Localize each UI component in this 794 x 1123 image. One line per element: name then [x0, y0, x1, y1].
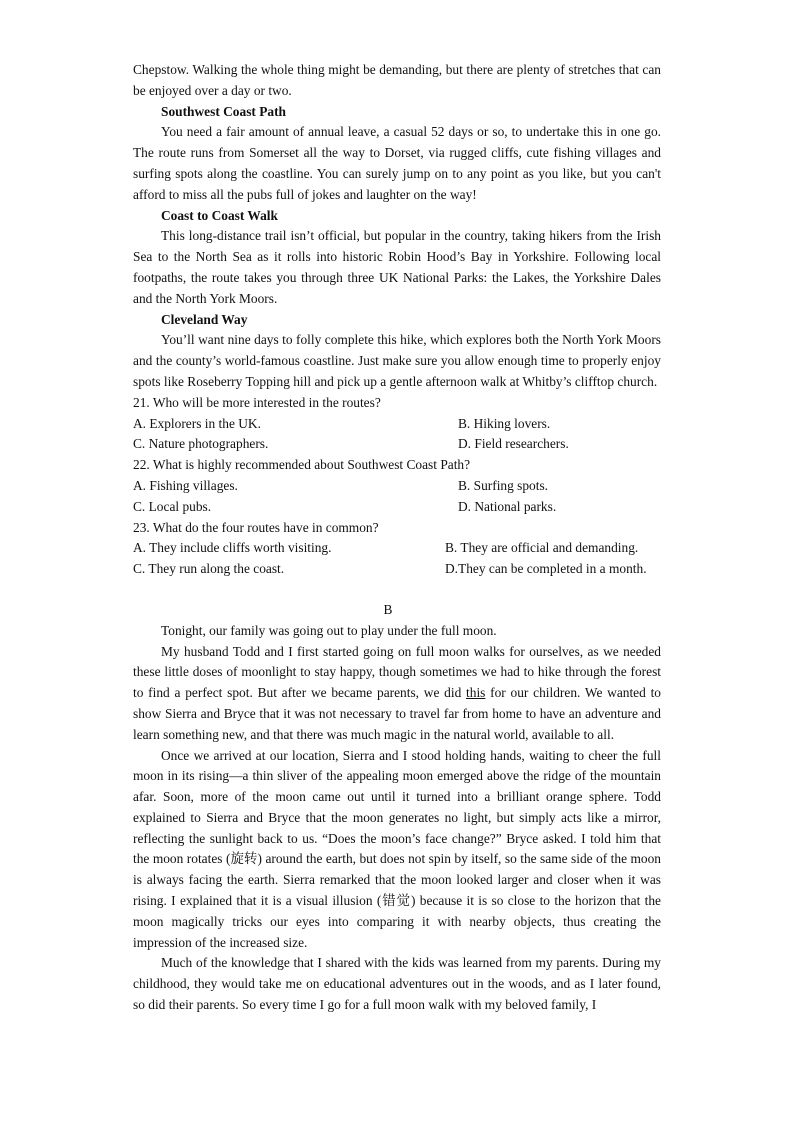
question-23-option-a: A. They include cliffs worth visiting.	[133, 540, 332, 556]
section-b-paragraph-2	[133, 642, 661, 746]
question-21-option-a: A. Explorers in the UK.	[133, 415, 261, 431]
question-22-option-c: C. Local pubs.	[133, 498, 212, 514]
route-title-southwest: Southwest Coast Path	[161, 103, 286, 119]
paragraph-2-text-before: My husband Todd and I first started going on full moon walks for ourselves, as we needed these little doses of moonlight to stay happy, though sometimes we had to hike through the forest to find a perfect spot. But after we became parents, we did	[133, 643, 661, 701]
route-text-cleveland: You’ll want nine days to folly complete this hike, which explores both the North York Moors and the county’s world-famous coastline. Just make sure you allow enough time to properly enjoy spots like Roseberry Topping hill and pick up a gentle afternoon walk at Whitby’s clifftop church.	[133, 332, 661, 389]
question-21-options-row-2	[133, 434, 661, 455]
paragraph-2-text-after: for our children. We wanted to show Sierra and Bryce that it was not necessary to travel far from home to have an adventure and learn something new, and that there was much magic in the natural world, available to all.	[133, 685, 662, 742]
section-b-paragraph-4: Much of the knowledge that I shared with the kids was learned from my parents. During my childhood, they would take me on educational adventures out in the woods, and as I later found, so did their parents. So every time I go for a full moon walk with my beloved family, I	[133, 955, 661, 1013]
question-21-options-row-1	[133, 414, 661, 435]
question-23-stem: 23. What do the four routes have in common?	[133, 519, 379, 535]
route-title-cleveland: Cleveland Way	[161, 311, 248, 327]
route-title-coast-to-coast: Coast to Coast Walk	[161, 207, 278, 223]
question-21-option-d: D. Field researchers.	[458, 436, 569, 452]
question-22-option-a: A. Fishing villages.	[133, 477, 238, 493]
route-text-southwest: You need a fair amount of annual leave, a casual 52 days or so, to undertake this in one go. The route runs from Somerset all the way to Dorset, via rugged cliffs, cute fishing villages and surfing spots along the coastline. You can surely jump on to any point as you like, but you can't afford to miss all the pubs full of jokes and laughter on the way!	[133, 124, 661, 202]
section-b-paragraph-3: Once we arrived at our location, Sierra and I stood holding hands, waiting to cheer the full moon in its rising—a thin sliver of the appealing moon emerged above the ridge of the mountain afar. Soon, more of the moon came out until it turned into a brilliant orange sphere. Todd explained to Sierra and Bryce that the moon generates no light, but simply acts like a mirror, reflecting the sunlight back to us. “Does the moon’s face change?” Bryce asked. I told him that the moon rotates (旋转) around the earth, but does not spin by itself, so the same side of the moon is always facing the earth. Sierra remarked that the moon looked larger and closer when it was rising. I explained that it is a visual illusion (错觉) because it is so close to the horizon that the moon magically tricks our eyes into comparing it with nearby objects, thus creating the impression of the increased size.	[133, 747, 661, 950]
document-page	[133, 60, 661, 1016]
intro-paragraph: Chepstow. Walking the whole thing might be demanding, but there are plenty of stretches that can be enjoyed over a day or two.	[133, 62, 661, 98]
question-22-options-row-1	[133, 476, 661, 497]
section-b-paragraph-1: Tonight, our family was going out to play under the full moon.	[161, 622, 497, 638]
question-21-option-c: C. Nature photographers.	[133, 436, 269, 452]
question-22-option-d: D. National parks.	[458, 498, 557, 514]
question-23-options-row-1	[133, 538, 661, 559]
section-b-heading: B	[383, 601, 393, 617]
question-22-option-b: B. Surfing spots.	[458, 477, 549, 493]
question-22-stem: 22. What is highly recommended about Southwest Coast Path?	[133, 457, 471, 473]
question-23-option-d: D.They can be completed in a month.	[445, 561, 647, 577]
question-21-option-b: B. Hiking lovers.	[458, 415, 551, 431]
question-23-option-c: C. They run along the coast.	[133, 561, 285, 577]
question-21-stem: 21. Who will be more interested in the routes?	[133, 394, 381, 410]
question-22-options-row-2	[133, 497, 661, 518]
route-text-coast-to-coast: This long-distance trail isn’t official, but popular in the country, taking hikers from the Irish Sea to the North Sea as it rolls into historic Robin Hood’s Bay in Yorkshire. Following local footpaths, the route takes you through three UK National Parks: the Lakes, the Yorkshire Dales and the North York Moors.	[133, 228, 661, 306]
question-23-option-b: B. They are official and demanding.	[445, 540, 639, 556]
question-23-options-row-2	[133, 559, 661, 580]
underlined-word-this: this	[466, 685, 486, 701]
